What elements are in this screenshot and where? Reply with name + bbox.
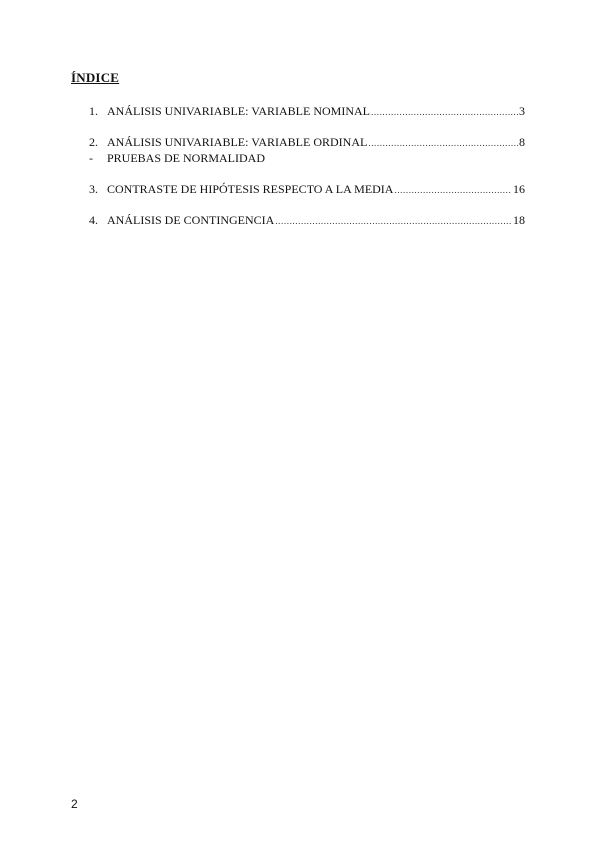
toc-entry-text: ANÁLISIS UNIVARIABLE: VARIABLE ORDINAL [107,135,368,149]
toc-list [89,103,525,228]
toc-entry-page: 8 [519,135,525,149]
dot-leader [394,182,512,198]
toc-entry-number: 3. [89,182,98,196]
toc-entry-4 [89,212,525,228]
toc-entry-2 [89,134,525,150]
toc-title: ÍNDICE [71,70,120,85]
toc-entry-number: 2. [89,135,98,149]
toc-entry-text: CONTRASTE DE HIPÓTESIS RESPECTO A LA MEDIA [107,182,394,196]
toc-subentry-text: PRUEBAS DE NORMALIDAD [107,151,266,165]
toc-entry-3 [89,181,525,197]
dot-leader [368,135,518,151]
toc-entry-page: 18 [513,213,525,227]
toc-subentry-bullet: - [89,151,93,165]
toc-entry-text: ANÁLISIS DE CONTINGENCIA [107,213,275,227]
toc-entry-number: 1. [89,104,98,118]
toc-entry-1 [89,103,525,119]
dot-leader [371,104,518,120]
dot-leader [275,213,512,229]
toc-entry-number: 4. [89,213,98,227]
page-number: 2 [71,797,78,811]
toc-entry-page: 3 [519,104,525,118]
toc-entry-page: 16 [513,182,525,196]
toc-subentry [89,150,525,166]
toc-entry-text: ANÁLISIS UNIVARIABLE: VARIABLE NOMINAL [107,104,371,118]
